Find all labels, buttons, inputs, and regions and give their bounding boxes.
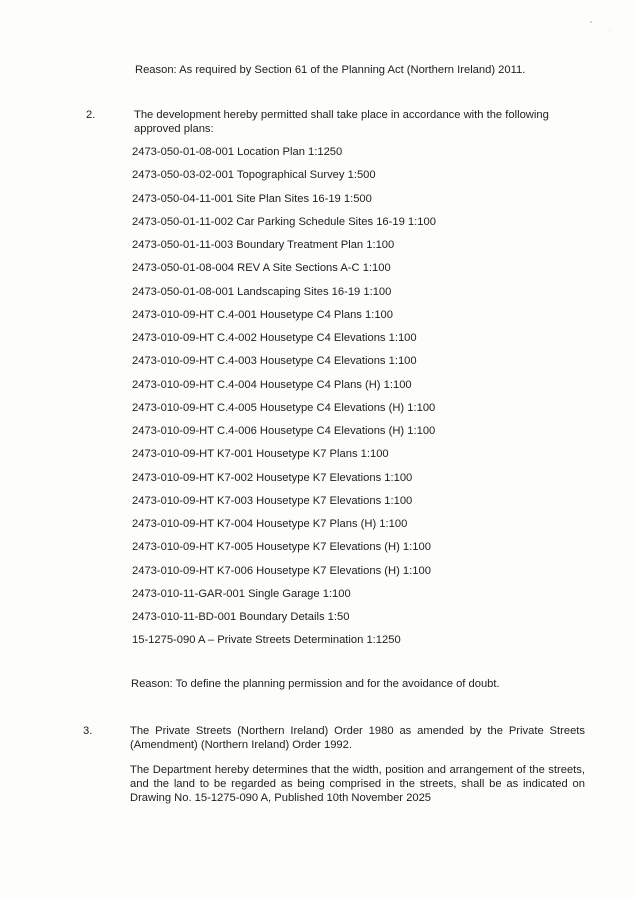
plan-item: 2473-050-01-11-003 Boundary Treatment Plan 1:100 — [132, 239, 395, 251]
condition-3-determination-text: The Department hereby determines that the width, position and arrangement of the streets, and the land to be regarded as being comprised in the streets, shall be as indicated on Drawing No. 15-1275-090 A, Published 10th November 2025 — [130, 764, 585, 804]
plan-item: 2473-010-09-HT K7-004 Housetype K7 Plans (H) 1:100 — [132, 518, 408, 530]
plan-item: 2473-010-09-HT C.4-003 Housetype C4 Elevations 1:100 — [132, 355, 417, 368]
plan-item: 2473-050-01-08-001 Landscaping Sites 16-19 1:100 — [132, 285, 392, 298]
plan-item: 2473-010-09-HT C.4-002 Housetype C4 Elevations 1:100 — [132, 332, 417, 344]
plan-item: 2473-050-03-02-001 Topographical Survey 1:500 — [132, 169, 376, 182]
plan-item: 2473-010-11-GAR-001 Single Garage 1:100 — [132, 587, 351, 600]
condition-2-number: 2. — [86, 109, 96, 121]
plan-item: 2473-010-11-BD-001 Boundary Details 1:50 — [132, 611, 350, 623]
plan-item: 2473-050-04-11-001 Site Plan Sites 16-19 1:500 — [132, 192, 372, 205]
plan-item: 2473-050-01-08-001 Location Plan 1:1250 — [132, 146, 343, 158]
condition-1-reason: Reason: As required by Section 61 of the Planning Act (Northern Ireland) 2011. — [135, 64, 526, 76]
condition-3-order-text: The Private Streets (Northern Ireland) Order 1980 as amended by the Private Streets (Amendment) (Northern Ireland) Order 1992. — [130, 725, 585, 751]
plan-item: 2473-050-01-08-004 REV A Site Sections A-C 1:100 — [132, 262, 391, 275]
plan-item: 2473-010-09-HT C.4-005 Housetype C4 Elevations (H) 1:100 — [132, 401, 436, 414]
plan-item: 2473-010-09-HT K7-003 Housetype K7 Elevations 1:100 — [132, 494, 413, 507]
plan-item: 2473-010-09-HT C.4-006 Housetype C4 Elevations (H) 1:100 — [132, 425, 436, 437]
plan-item: 2473-010-09-HT K7-001 Housetype K7 Plans 1:100 — [132, 448, 389, 461]
plan-item: 2473-010-09-HT C.4-001 Housetype C4 Plans 1:100 — [132, 308, 393, 321]
plan-item: 2473-010-09-HT K7-002 Housetype K7 Elevations 1:100 — [132, 471, 413, 484]
plan-item: 2473-050-01-11-002 Car Parking Schedule Sites 16-19 1:100 — [132, 215, 436, 228]
approved-plans-list — [132, 145, 592, 657]
condition-3-number: 3. — [83, 725, 93, 737]
plan-item: 2473-010-09-HT C.4-004 Housetype C4 Plans (H) 1:100 — [132, 378, 412, 391]
scan-speck — [609, 30, 610, 31]
scan-speck — [590, 21, 592, 23]
plan-item: 2473-010-09-HT K7-006 Housetype K7 Elevations (H) 1:100 — [132, 564, 431, 577]
plan-item: 2473-010-09-HT K7-005 Housetype K7 Elevations (H) 1:100 — [132, 541, 431, 554]
plan-item: 15-1275-090 A – Private Streets Determination 1:1250 — [132, 634, 401, 647]
condition-2-intro: The development hereby permitted shall take place in accordance with the following approved plans: — [134, 109, 549, 135]
condition-2-reason: Reason: To define the planning permission and for the avoidance of doubt. — [131, 678, 500, 690]
